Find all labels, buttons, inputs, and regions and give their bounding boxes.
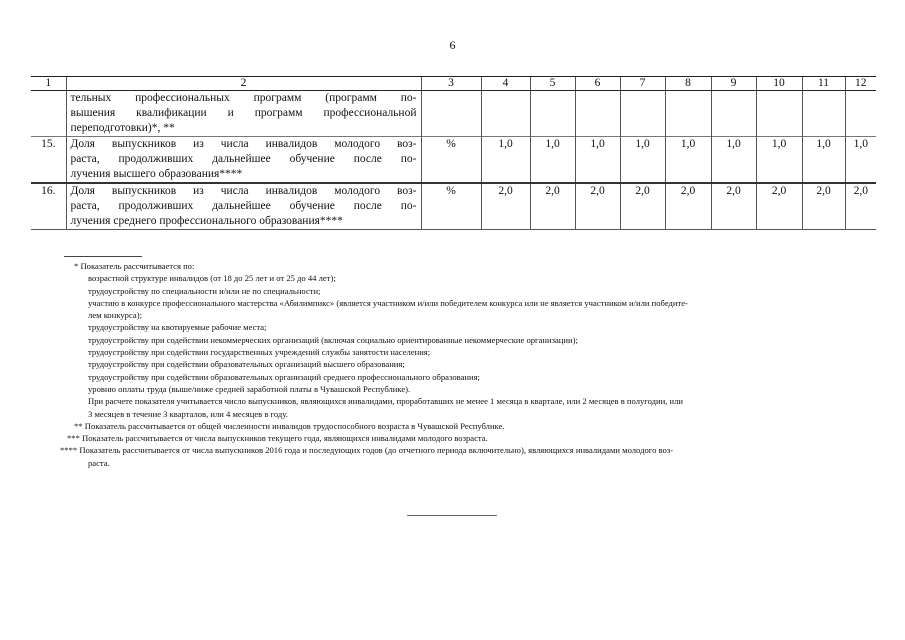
value-cell [620, 91, 665, 137]
value-cell: 2,0 [481, 183, 530, 230]
indicator-text-line: лучения среднего профессионального образования**** [70, 215, 343, 227]
value-cell: 2,0 [575, 183, 620, 230]
value-cell: 2,0 [802, 183, 845, 230]
column-header: 6 [575, 77, 620, 91]
footnote-1-item: трудоустройству по специальности и/или не по специальности; [88, 285, 321, 296]
value-cell [756, 91, 802, 137]
value-cell: 2,0 [845, 183, 876, 230]
row-number: 15. [31, 137, 66, 184]
table-row-15 [31, 137, 876, 184]
indicator-text-line: Доля выпускников из числа инвалидов молодого воз- [70, 185, 417, 197]
end-separator [407, 515, 497, 516]
footnotes [60, 260, 850, 469]
indicator-text-line: раста, продолживших дальнейшее обучение после по- [70, 153, 417, 165]
value-cell [575, 91, 620, 137]
column-header: 1 [31, 77, 66, 91]
value-cell: 1,0 [530, 137, 575, 184]
footnote-4: **** Показатель рассчитывается от числа выпускников 2016 года и последующих годов (до отчетного периода включительно), являющихся инвалидами молодого воз- [60, 445, 674, 456]
value-cell [665, 91, 711, 137]
value-cell: 1,0 [481, 137, 530, 184]
unit-cell: % [421, 137, 481, 184]
indicator-text-line: Доля выпускников из числа инвалидов молодого воз- [70, 138, 417, 150]
footnote-1-item: трудоустройству на квотируемые рабочие места; [88, 322, 267, 333]
value-cell: 2,0 [665, 183, 711, 230]
footnote-2: ** Показатель рассчитывается от общей численности инвалидов трудоспособного возраста в Чувашской Республике. [74, 420, 505, 431]
value-cell [530, 91, 575, 137]
value-cell: 1,0 [756, 137, 802, 184]
indicator-text-line: вышения квалификации и программ профессиональной [70, 107, 417, 119]
value-cell: 2,0 [530, 183, 575, 230]
value-cell [711, 91, 756, 137]
footnote-1-item: возрастной структуре инвалидов (от 18 до 25 лет и от 25 до 44 лет); [88, 273, 336, 284]
footnote-1-item: лем конкурса); [88, 310, 142, 321]
column-header: 12 [845, 77, 876, 91]
page-number: 6 [449, 38, 456, 52]
column-header: 9 [711, 77, 756, 91]
value-cell: 1,0 [845, 137, 876, 184]
indicator-text-line: раста, продолживших дальнейшее обучение после по- [70, 200, 417, 212]
value-cell [845, 91, 876, 137]
footnote-1-item: трудоустройству при содействии государственных учреждений службы занятости населения; [88, 347, 431, 358]
value-cell: 1,0 [620, 137, 665, 184]
column-header: 2 [66, 77, 421, 91]
table-row-16 [31, 183, 876, 230]
value-cell [481, 91, 530, 137]
footnote-1-item: трудоустройству при содействии образовательных организаций среднего профессионального образования; [88, 371, 480, 382]
footnotes-separator [64, 256, 142, 257]
column-header: 4 [481, 77, 530, 91]
column-header: 3 [421, 77, 481, 91]
indicator-text [66, 183, 421, 230]
indicator-text [66, 137, 421, 184]
indicator-text-line: переподготовки)*, ** [70, 122, 175, 134]
footnote-1-item: уровню оплаты труда (выше/ниже средней заработной платы в Чувашской Республике). [88, 383, 411, 394]
table-header-row [31, 77, 876, 91]
column-header: 10 [756, 77, 802, 91]
indicator-text [66, 91, 421, 137]
footnote-1-calc: 3 месяцев в течение 3 кварталов, или 4 месяцев в году. [88, 408, 288, 419]
value-cell: 2,0 [756, 183, 802, 230]
table-row-continued [31, 91, 876, 137]
footnote-1-item: трудоустройству при содействии некоммерческих организаций (включая социально ориентированные некоммерческие организации); [88, 334, 578, 345]
indicators-table [31, 76, 876, 230]
column-header: 11 [802, 77, 845, 91]
column-header: 8 [665, 77, 711, 91]
footnote-1-title: * Показатель рассчитывается по: [74, 261, 195, 271]
value-cell [802, 91, 845, 137]
value-cell: 1,0 [711, 137, 756, 184]
column-header: 7 [620, 77, 665, 91]
row-number: 16. [31, 183, 66, 230]
value-cell: 2,0 [711, 183, 756, 230]
indicator-text-line: тельных профессиональных программ (программ по- [70, 92, 417, 104]
unit-cell [421, 91, 481, 137]
value-cell: 1,0 [802, 137, 845, 184]
indicator-text-line: лучения высшего образования**** [70, 168, 243, 180]
footnote-4-cont: раста. [88, 457, 110, 468]
column-header: 5 [530, 77, 575, 91]
footnote-1-item: участию в конкурсе профессионального мастерства «Абилимпикс» (является участником и/или победителем конкурса или не является участником и/или победите- [88, 297, 688, 308]
footnote-1-calc: При расчете показателя учитывается число выпускников, являющихся инвалидами, проработавших не менее 1 месяца в квартале, или 2 месяцев в полугодии, или [88, 396, 683, 407]
value-cell: 1,0 [575, 137, 620, 184]
footnote-1-item: трудоустройству при содействии образовательных организаций высшего образования; [88, 359, 405, 370]
value-cell: 1,0 [665, 137, 711, 184]
footnote-3: *** Показатель рассчитывается от числа выпускников текущего года, являющихся инвалидами молодого возраста. [67, 433, 488, 444]
value-cell: 2,0 [620, 183, 665, 230]
row-number [31, 91, 66, 137]
unit-cell: % [421, 183, 481, 230]
